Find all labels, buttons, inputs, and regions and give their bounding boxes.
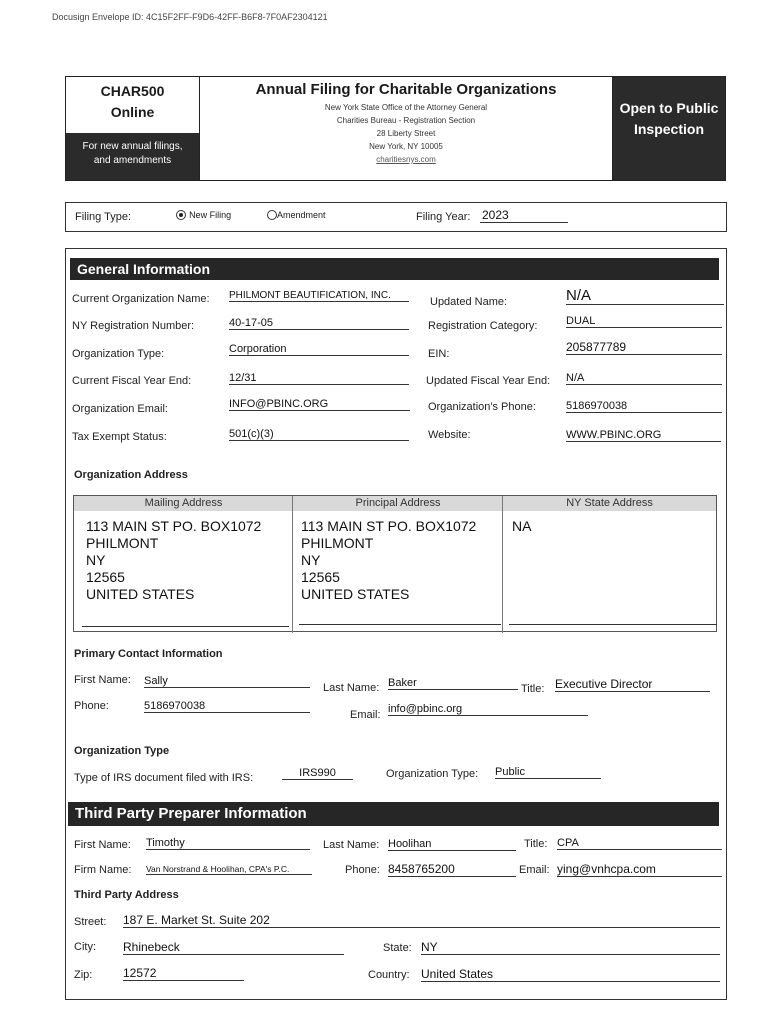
preparer-phone-field[interactable]: 8458765200 (388, 862, 516, 877)
office-line: New York State Office of the Attorney General (324, 103, 488, 112)
org-type-field[interactable]: Corporation (229, 343, 409, 356)
filing-type-row (65, 202, 727, 232)
street-field[interactable]: 187 E. Market St. Suite 202 (123, 913, 720, 928)
preparer-last-name-field[interactable]: Hoolihan (388, 838, 516, 851)
radio-selected-icon (176, 210, 186, 220)
firm-name-label: Firm Name: (74, 864, 132, 876)
preparer-title-label: Title: (524, 838, 548, 850)
country-label: Country: (368, 969, 410, 981)
filing-type-label: Filing Type: (75, 211, 132, 223)
form-name-box (66, 77, 199, 133)
reg-number-field[interactable]: 40-17-05 (229, 317, 409, 330)
ny-state-address-field[interactable] (512, 518, 531, 535)
contact-first-name-field[interactable]: Sally (144, 675, 310, 688)
city-field[interactable]: Rhinebeck (123, 940, 344, 955)
org-type2-field[interactable]: Public (495, 766, 601, 779)
org-email-label: Organization Email: (72, 403, 168, 415)
ny-state-underline (509, 624, 717, 625)
state-field[interactable]: NY (421, 940, 720, 955)
preparer-email-field[interactable]: ying@vnhcpa.com (557, 862, 722, 877)
mailing-line: 12565 (86, 569, 125, 585)
contact-title-label: Title: (521, 683, 545, 695)
general-info-heading: General Information (70, 258, 719, 280)
amendment-label: Amendment (277, 210, 326, 220)
page-title: Annual Filing for Charitable Organizations (255, 81, 557, 98)
contact-last-name-label: Last Name: (323, 682, 380, 694)
preparer-heading: Third Party Preparer Information (68, 802, 719, 826)
header-center (199, 77, 613, 180)
updated-name-label: Updated Name: (430, 296, 508, 308)
public-line-2: Inspection (633, 121, 704, 137)
city-line: New York, NY 10005 (369, 142, 443, 151)
primary-contact-heading: Primary Contact Information (74, 648, 223, 660)
fiscal-year-field[interactable]: 12/31 (229, 372, 409, 385)
org-email-field[interactable]: INFO@PBINC.ORG (229, 398, 410, 411)
principal-line: 113 MAIN ST PO. BOX1072 (301, 518, 477, 534)
form-name: CHAR500 (100, 83, 165, 99)
reg-category-field[interactable]: DUAL (566, 315, 722, 328)
preparer-first-name-field[interactable]: Timothy (146, 837, 310, 850)
updated-name-field[interactable]: N/A (566, 287, 724, 305)
public-inspection-box (613, 77, 725, 180)
public-line-1: Open to Public (619, 100, 719, 116)
principal-address-field[interactable] (301, 518, 476, 603)
firm-name-field[interactable]: Van Norstrand & Hoolihan, CPA's P.C. (146, 864, 312, 875)
form-name-online: Online (110, 104, 155, 120)
tax-status-field[interactable]: 501(c)(3) (229, 428, 409, 441)
mailing-address-field[interactable] (86, 518, 261, 603)
contact-title-field[interactable]: Executive Director (555, 677, 710, 692)
reg-number-label: NY Registration Number: (72, 320, 195, 332)
form-header (65, 76, 726, 181)
mailing-underline (82, 626, 289, 627)
contact-email-field[interactable]: info@pbinc.org (388, 703, 588, 716)
website-link[interactable]: charitiesnys.com (376, 155, 436, 164)
principal-line: 12565 (301, 569, 340, 585)
mailing-line: 113 MAIN ST PO. BOX1072 (86, 518, 262, 534)
filing-year-label: Filing Year: (416, 211, 471, 223)
org-name-field[interactable]: PHILMONT BEAUTIFICATION, INC. (229, 290, 409, 302)
preparer-last-name-label: Last Name: (323, 839, 380, 851)
preparer-phone-label: Phone: (345, 864, 380, 876)
org-type2-label: Organization Type: (386, 768, 479, 780)
column-divider (292, 496, 293, 633)
street-line: 28 Liberty Street (376, 129, 436, 138)
filing-year-field[interactable]: 2023 (480, 208, 568, 223)
org-address-heading: Organization Address (74, 469, 188, 481)
zip-field[interactable]: 12572 (123, 966, 244, 981)
org-phone-label: Organization's Phone: (428, 401, 536, 413)
address-table (73, 495, 717, 632)
form-subnote (66, 133, 199, 180)
subnote-line-2: and amendments (93, 155, 172, 166)
new-filing-label: New Filing (189, 210, 232, 220)
new-filing-radio[interactable] (176, 209, 231, 221)
org-name-label: Current Organization Name: (72, 293, 210, 305)
zip-label: Zip: (74, 969, 93, 981)
contact-phone-field[interactable]: 5186970038 (144, 700, 310, 713)
envelope-id: Docusign Envelope ID: 4C15F2FF-F9D6-42FF-B6F8-7F0AF2304121 (52, 12, 328, 22)
preparer-email-label: Email: (519, 864, 550, 876)
mailing-line: PHILMONT (86, 535, 159, 551)
state-label: State: (383, 942, 412, 954)
city-label: City: (74, 941, 96, 953)
subnote-line-1: For new annual filings, (82, 141, 183, 152)
fiscal-year-label: Current Fiscal Year End: (72, 375, 192, 387)
contact-last-name-field[interactable]: Baker (388, 677, 518, 690)
column-divider (502, 496, 503, 633)
ein-label: EIN: (428, 348, 450, 360)
contact-phone-label: Phone: (74, 700, 109, 712)
website-field[interactable]: WWW.PBINC.ORG (566, 429, 721, 442)
irs-doc-field[interactable]: IRS990 (282, 767, 353, 780)
contact-first-name-label: First Name: (74, 674, 131, 686)
org-phone-field[interactable]: 5186970038 (566, 400, 722, 413)
reg-category-label: Registration Category: (428, 320, 538, 332)
principal-line: NY (301, 552, 321, 568)
ein-field[interactable]: 205877789 (566, 340, 722, 355)
ny-state-line: NA (512, 518, 532, 534)
country-field[interactable]: United States (421, 967, 720, 982)
principal-line: UNITED STATES (301, 586, 410, 602)
third-party-address-heading: Third Party Address (74, 889, 179, 901)
bureau-line: Charities Bureau - Registration Section (336, 116, 476, 125)
principal-underline (299, 624, 501, 625)
org-type-label: Organization Type: (72, 348, 165, 360)
irs-doc-label: Type of IRS document filed with IRS: (74, 772, 254, 784)
tax-status-label: Tax Exempt Status: (72, 431, 167, 443)
radio-empty-icon (267, 210, 277, 220)
principal-line: PHILMONT (301, 535, 374, 551)
contact-email-label: Email: (350, 709, 381, 721)
ny-state-address-header: NY State Address (503, 496, 716, 511)
mailing-address-header: Mailing Address (74, 496, 293, 511)
mailing-line: UNITED STATES (86, 586, 195, 602)
updated-fiscal-year-label: Updated Fiscal Year End: (426, 375, 551, 387)
preparer-first-name-label: First Name: (74, 839, 131, 851)
updated-fiscal-year-field[interactable]: N/A (566, 372, 722, 385)
preparer-title-field[interactable]: CPA (557, 837, 722, 850)
org-type-section-heading: Organization Type (74, 745, 170, 757)
street-label: Street: (74, 916, 107, 928)
mailing-line: NY (86, 552, 106, 568)
amendment-radio[interactable] (267, 209, 326, 221)
website-label: Website: (428, 429, 471, 441)
principal-address-header: Principal Address (293, 496, 503, 511)
